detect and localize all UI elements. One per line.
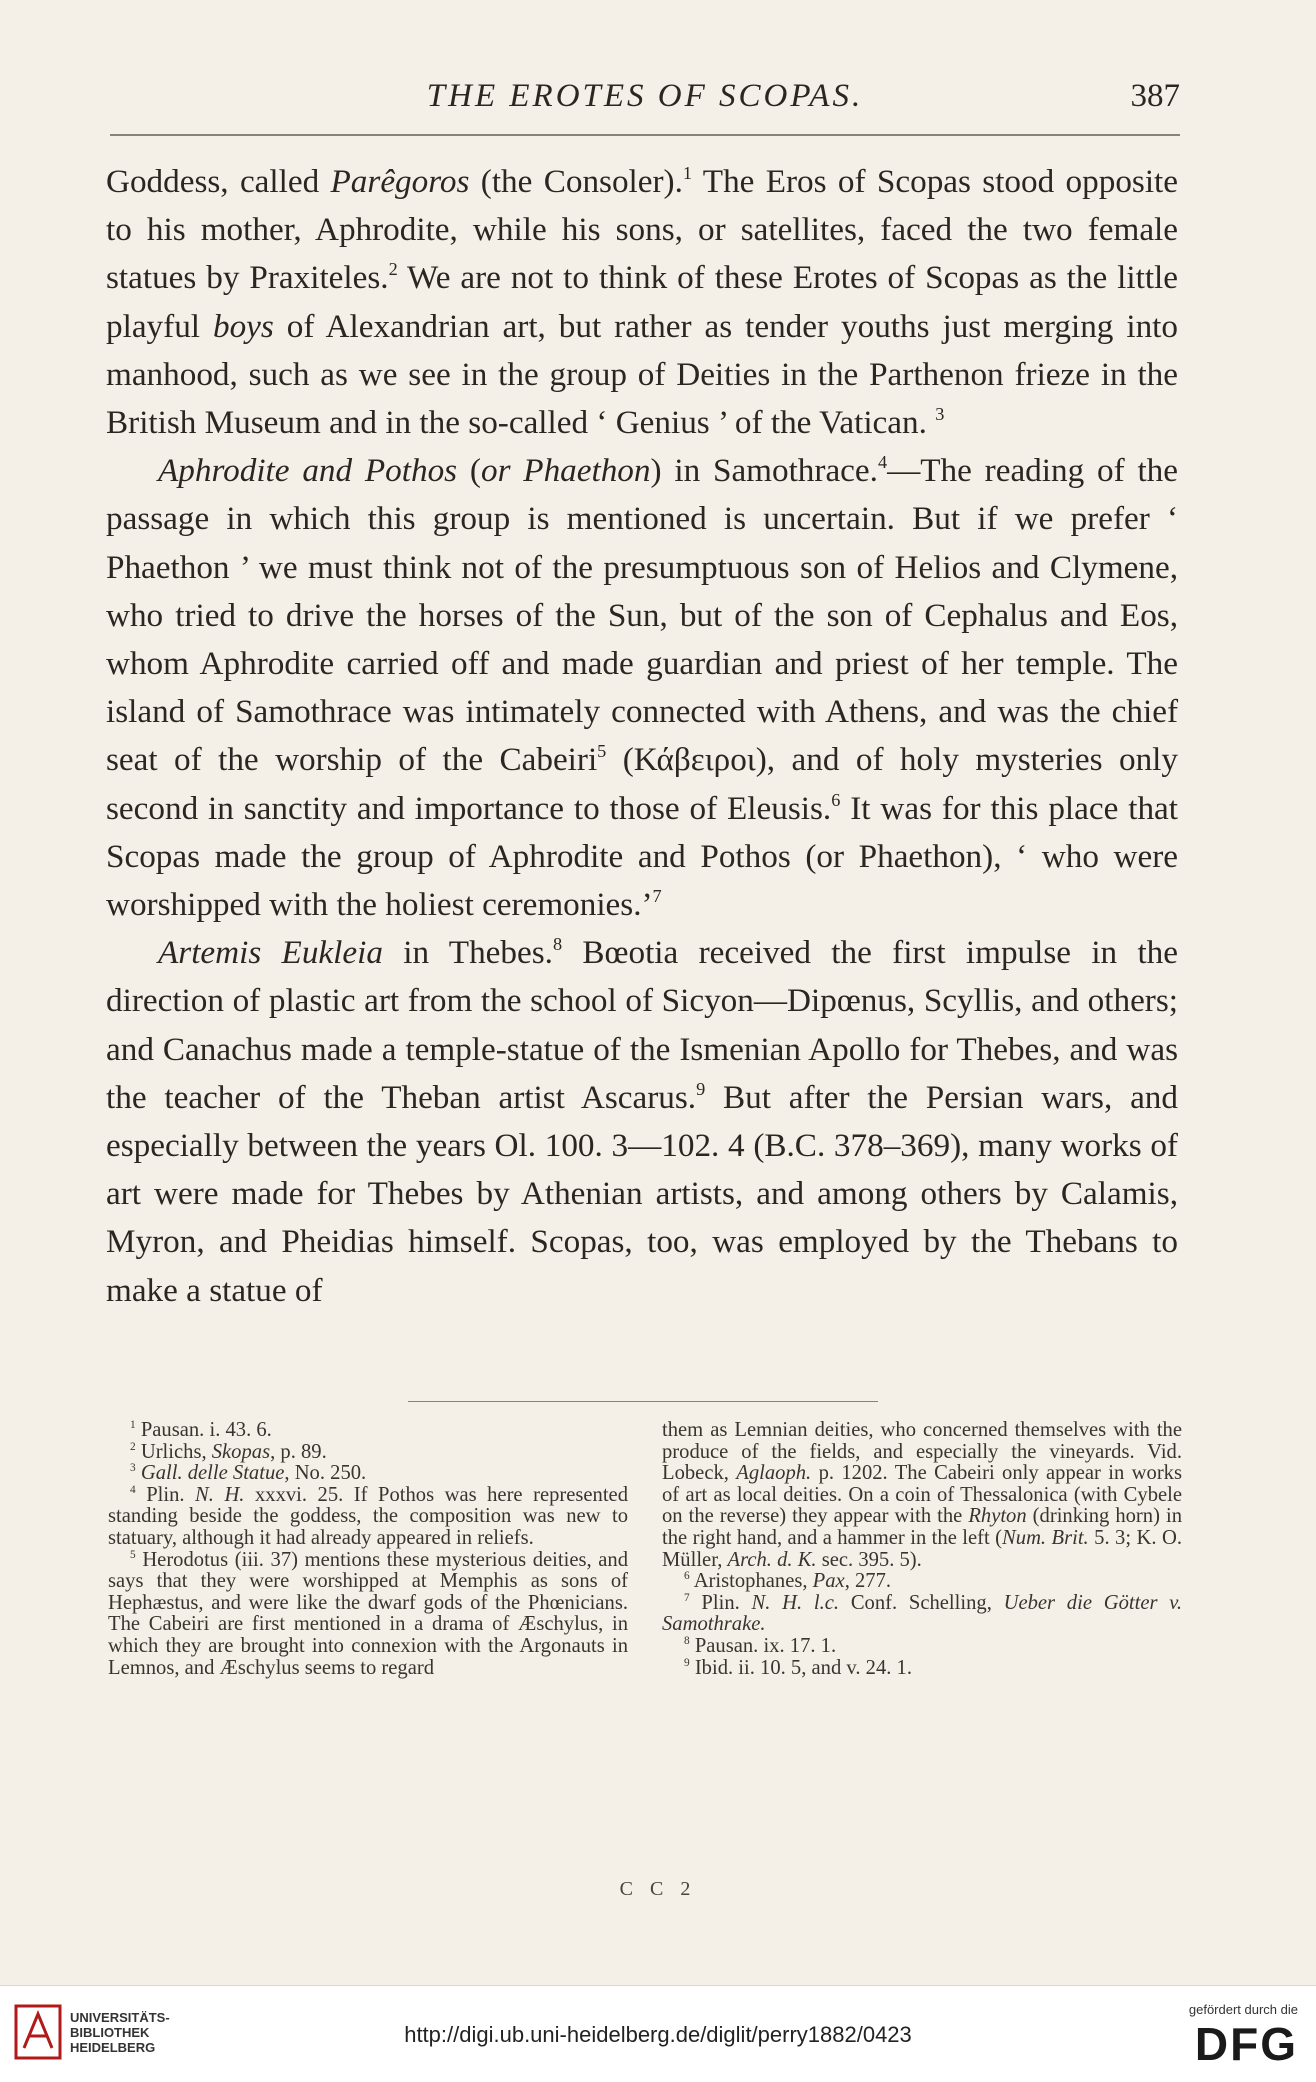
footnote-5: $^5$ Herodotus (iii. 37) mentions these mysterious deities, and says that they were worshipped at Memphis as sons of Hephæstus, and were like the dwarf gods of the Phœnicians. The Cabeiri are first mentioned in a drama of Æschylus, in which they are brought into connexion with the Argonauts in Lemnos, and Æschylus seems to regard <box>108 1548 628 1679</box>
page-header <box>110 78 1180 128</box>
footnote-ref: 6 <box>831 789 841 810</box>
signature-mark: C C 2 <box>619 1878 697 1900</box>
digitization-footer <box>0 1985 1316 2082</box>
footnotes-right-column <box>662 1420 1182 1679</box>
footnote-ref: 9 <box>696 1079 706 1100</box>
body-text <box>106 158 1178 1315</box>
footnote-ref: 7 <box>652 886 662 907</box>
footnote-8: $^8$ Pausan. ix. 17. 1. <box>684 1634 837 1657</box>
footnote-9: $^9$ Ibid. ii. 10. 5, and v. 24. 1. <box>684 1656 912 1679</box>
footnote-5-continued: them as Lemnian deities, who concerned themselves with the produce of the fields, and especially the vineyards. Vid. Lobeck, Aglaoph. p. 1202. The Cabeiri only appear in works of art as local deities. On a coin of Thessalonica (with Cybele on the reverse) they appear with the Rhyton (drinking horn) in the right hand, and a hammer in the left (Num. Brit. 5. 3; K. O. Müller, Arch. d. K. sec. 395. 5). <box>662 1419 1182 1571</box>
footnote-3: $^3$ Gall. delle Statue, No. 250. <box>130 1462 367 1485</box>
paragraph-3: Artemis Eukleia in Thebes.$^8$ Bœotia received the first impulse in the direction of plastic art from the school of Sicyon—Dipœnus, Scyllis, and others; and Canachus made a temple-statue of the Ismenian Apollo for Thebes, and was the teacher of the Theban artist Ascarus.$^9$ But after the Persian wars, and especially between the years Ol. 100. 3—102. 4 (B.C. 378–369), many works of art were made for Thebes by Athenian artists, and among others by Calamis, Myron, and Pheidias himself. Scopas, too, was employed by the Thebans to make a statue of <box>106 934 1179 1309</box>
footnote-6: $^6$ Aristophanes, Pax, 277. <box>684 1570 892 1593</box>
footnote-2: $^2$ Urlichs, Skopas, p. 89. <box>130 1440 327 1463</box>
footnote-4: $^4$ Plin. N. H. xxxvi. 25. If Pothos was here represented standing beside the goddess, the composition was new to statuary, although it had already appeared in reliefs. <box>108 1483 628 1549</box>
footnote-ref: 2 <box>388 259 398 280</box>
header-rule <box>110 134 1180 136</box>
permalink-url[interactable]: http://digi.ub.uni-heidelberg.de/diglit/perry1882/0423 <box>404 2022 912 2047</box>
footnote-7: $^7$ Plin. N. H. l.c. Conf. Schelling, Ueber die Götter v. Samothrake. <box>662 1591 1182 1636</box>
paragraph-2: Aphrodite and Pothos (or Phaethon) in Samothrace.$^4$—The reading of the passage in which this group is mentioned is uncertain. But if we prefer ‘ Phaethon ’ we must think not of the presumptuous son of Helios and Clymene, who tried to drive the horses of the Sun, but of the son of Cephalus and Eos, whom Aphrodite carried off and made guardian and priest of her temple. The island of Samothrace was intimately connected with Athens, and was the chief seat of the worship of the Cabeiri$^5$ (Κάβειροι), and of holy mysteries only second in sanctity and importance to those of Eleusis.$^6$ It was for this place that Scopas made the group of Aphrodite and Pothos (or Phaethon), ‘ who were worshipped with the holiest ceremonies.’$^7$ <box>106 452 1178 924</box>
library-name: UNIVERSITÄTS- BIBLIOTHEK HEIDELBERG <box>70 2010 170 2055</box>
dfg-logo: DFG <box>1194 2018 1298 2070</box>
footnote-ref: 8 <box>552 934 563 955</box>
footnote-1: $^1$ Pausan. i. 43. 6. <box>130 1419 272 1441</box>
paragraph-1: Goddess, called Parêgoros (the Consoler).$^1$ The Eros of Scopas stood opposite to his mother, Aphrodite, while his sons, or satellites, faced the two female statues by Praxiteles.$^2$ We are not to think of these Erotes of Scopas as the little playful boys of Alexandrian art, but rather as tender youths just merging into manhood, such as we see in the group of Deities in the Parthenon frieze in the British Museum and in the so-called ‘ Genius ’ of the Vatican. $^3$ <box>106 163 1179 442</box>
footnote-rule <box>408 1401 878 1402</box>
footnote-ref: 4 <box>877 452 888 473</box>
footnote-ref: 3 <box>935 404 945 425</box>
footnotes-left-column <box>108 1420 628 1679</box>
footnote-ref: 5 <box>597 741 607 762</box>
funding-caption: gefördert durch die <box>1188 2002 1298 2017</box>
page-number: 387 <box>1130 78 1180 114</box>
footnote-ref: 1 <box>682 163 693 184</box>
running-title: THE EROTES OF SCOPAS. <box>426 78 864 114</box>
